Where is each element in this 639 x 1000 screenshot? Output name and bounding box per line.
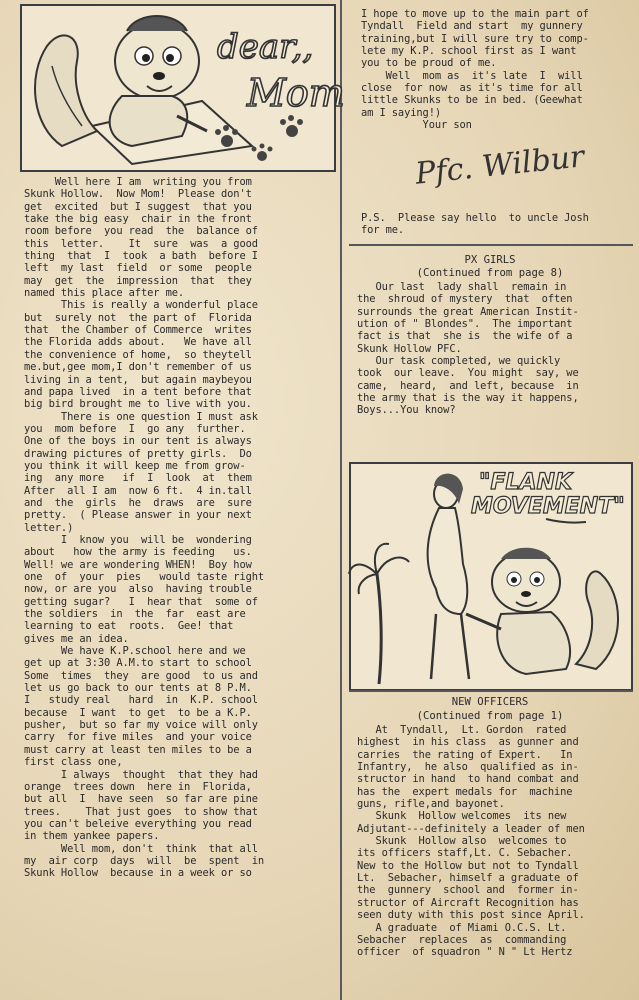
text-line: There is one question I must ask [24, 410, 258, 423]
text-line: drawing pictures of pretty girls. Do [24, 447, 252, 460]
text-line: living in a tent, but again maybeyou [24, 373, 252, 386]
postscript [361, 212, 589, 237]
text-line: Adjutant---definitely a leader of men [357, 822, 585, 835]
text-line: training,but I will sure try to comp- [361, 32, 589, 45]
right-column [345, 0, 635, 1000]
text-line: the gunnery school and former in- [357, 884, 579, 897]
text-line: highest in his class as gunner and [357, 736, 579, 749]
text-line: because I want to get to be a K.P. [24, 706, 252, 719]
divider-rule-2 [349, 690, 633, 692]
signature: Pfc. Wilbur [413, 139, 586, 192]
divider-rule [349, 244, 633, 246]
text-line: Well mom as it's late I will [361, 69, 583, 82]
text-line: little Skunks to be in bed. (Geewhat [361, 94, 583, 107]
text-line: its officers staff,Lt. C. Sebacher. [357, 847, 573, 860]
text-line: came, heard, and left, because in [357, 379, 579, 392]
text-line: for me. [361, 224, 405, 237]
text-line: Well! we are wondering WHEN! Boy how [24, 558, 252, 571]
skunk-writing-icon [22, 6, 345, 166]
text-line: take the big easy chair in the front [24, 213, 252, 226]
text-line: seen duty with this post since April. [357, 909, 585, 922]
text-line: Well here I am writing you from [24, 176, 252, 188]
text-line: the convenience of home, so theytell [24, 348, 252, 361]
text-line: big bird brought me to live with you. [24, 398, 252, 411]
text-line: about how the army is feeding us. [24, 546, 252, 559]
text-line: gives me an idea. [24, 632, 129, 645]
text-line: Our last lady shall remain in [357, 281, 567, 293]
text-line: the soldiers in the far east are [24, 608, 246, 621]
text-line: Skunk Hollow. Now Mom! Please don't [24, 188, 252, 201]
text-line: you mom before I go any further. [24, 422, 246, 435]
text-line: in them yankee papers. [24, 830, 160, 843]
text-line: close for now as it's time for all [361, 82, 583, 95]
text-line: Some times they are good to us and [24, 669, 258, 682]
text-line: One of the boys in our tent is always [24, 435, 252, 448]
left-column [14, 0, 345, 1000]
px-girls-body [357, 281, 579, 417]
text-line: pusher, but so far my voice will only [24, 719, 258, 732]
text-line: I always thought that they had [24, 768, 258, 781]
text-line: now, or are you also having trouble [24, 583, 252, 596]
text-line: and papa lived in a tent before that [24, 385, 252, 398]
text-line: but all I have seen so far are pine [24, 793, 258, 806]
text-line: guns, rifle,and bayonet. [357, 798, 505, 811]
text-line: carries the rating of Expert. In [357, 748, 573, 761]
header-title-line1: dear,, [217, 27, 314, 67]
text-line: the Florida adds about. We have all [24, 336, 252, 349]
text-line: me.but,gee mom,I don't remember of us [24, 361, 252, 374]
text-line: first class one, [24, 756, 123, 769]
text-line: my air corp days will be spent in [24, 854, 265, 867]
text-line: Lt. Sebacher, himself a graduate of [357, 872, 579, 885]
text-line: am I saying!) [361, 106, 442, 119]
text-line: ing any more if I look at them [24, 472, 252, 485]
text-line: room before you read the balance of [24, 225, 258, 238]
column-divider [340, 0, 342, 1000]
text-line: Infantry, he also qualified as in- [357, 761, 579, 774]
text-line: After all I am now 6 ft. 4 in.tall [24, 484, 252, 497]
text-line: I know you will be wondering [24, 533, 252, 546]
text-line: you think it will keep me from grow- [24, 459, 246, 472]
text-line: the shroud of mystery that often [357, 293, 573, 306]
text-line: Skunk Hollow welcomes its new [357, 810, 567, 823]
text-line: but surely not the part of Florida [24, 311, 252, 324]
text-line: may get the impression that they [24, 274, 252, 287]
text-line: must carry at least ten miles to be a [24, 743, 252, 756]
text-line: learning to eat roots. Gee! that [24, 620, 234, 633]
text-line: has the expert medals for machine [357, 785, 573, 798]
text-line: New to the Hollow but not to Tyndall [357, 859, 579, 872]
text-line: one of your pies would taste right [24, 571, 265, 583]
text-line: I hope to move up to the main part of [361, 8, 589, 20]
text-line: fact is that she is the wife of a [357, 330, 573, 343]
text-line: surrounds the great American Instit- [357, 305, 579, 318]
text-line: structor in hand to hand combat and [357, 773, 579, 786]
new-officers-title: NEW OFFICERS [451, 696, 529, 708]
text-line: get up at 3:30 A.M.to start to school [24, 657, 252, 670]
text-line: Skunk Hollow PFC. [357, 342, 462, 355]
text-line: pretty. ( Please answer in your next [24, 509, 252, 522]
text-line: We have K.P.school here and we [24, 645, 246, 658]
text-line: thing that I took a bath before I [24, 250, 258, 263]
px-girls-title: PX GIRLS [464, 254, 516, 266]
text-line: structor of Aircraft Recognition has [357, 896, 579, 909]
text-line: Your son [361, 119, 472, 132]
flank-movement-cartoon [349, 462, 633, 691]
text-line: orange trees down here in Florida, [24, 780, 252, 793]
text-line: carry for five miles and your voice [24, 731, 252, 744]
text-line: Our task completed, we quickly [357, 355, 561, 368]
text-line: took our leave. You might say, we [357, 367, 579, 380]
text-line: getting sugar? I hear that some of [24, 595, 258, 608]
text-line: lete my K.P. school first as I want [361, 45, 577, 58]
header-title-line2: Mom [247, 71, 345, 115]
text-line: let us go back to our tents at 8 P.M. [24, 682, 252, 695]
text-line: the army that is the way it happens, [357, 392, 579, 405]
text-line: trees. That just goes to show that [24, 805, 258, 818]
text-line: get excited but I suggest that you [24, 200, 252, 213]
text-line: you can't beleive everything you read [24, 817, 252, 830]
cartoon-caption-line2: MOVEMENT" [471, 494, 625, 519]
text-line: you to be proud of me. [361, 57, 497, 70]
text-line: Sebacher replaces as commanding [357, 933, 567, 946]
text-line: Tyndall Field and start my gunnery [361, 20, 583, 33]
text-line: Well mom, don't think that all [24, 842, 258, 855]
text-line: A graduate of Miami O.C.S. Lt. [357, 921, 567, 934]
new-officers-continued: (Continued from page 1) [416, 710, 564, 722]
new-officers-body [357, 724, 585, 959]
text-line: letter.) [24, 521, 74, 534]
text-line: At Tyndall, Lt. Gordon rated [357, 724, 567, 736]
text-line: Boys...You know? [357, 404, 456, 417]
text-line: that the Chamber of Commerce writes [24, 324, 252, 337]
text-line: named this place after me. [24, 287, 185, 300]
text-line: I study real hard in K.P. school [24, 694, 258, 707]
text-line: officer of squadron " N " Lt Hertz [357, 946, 573, 959]
dear-mom-header-illustration [20, 4, 345, 172]
text-line: ution of " Blondes". The important [357, 318, 573, 331]
text-line: Skunk Hollow also welcomes to [357, 835, 567, 848]
text-line: Skunk Hollow because in a week or so [24, 867, 252, 880]
letter-body-right [361, 8, 589, 131]
text-line: P.S. Please say hello to uncle Josh [361, 212, 589, 224]
px-girls-continued: (Continued from page 8) [416, 267, 564, 279]
text-line: left my last field or some people [24, 262, 252, 275]
letter-body-left [24, 176, 264, 880]
text-line: and the girls he draws are sure [24, 496, 252, 509]
text-line: This is really a wonderful place [24, 299, 258, 312]
cartoon-caption-line1: "FLANK [479, 470, 572, 495]
text-line: this letter. It sure was a good [24, 237, 258, 250]
